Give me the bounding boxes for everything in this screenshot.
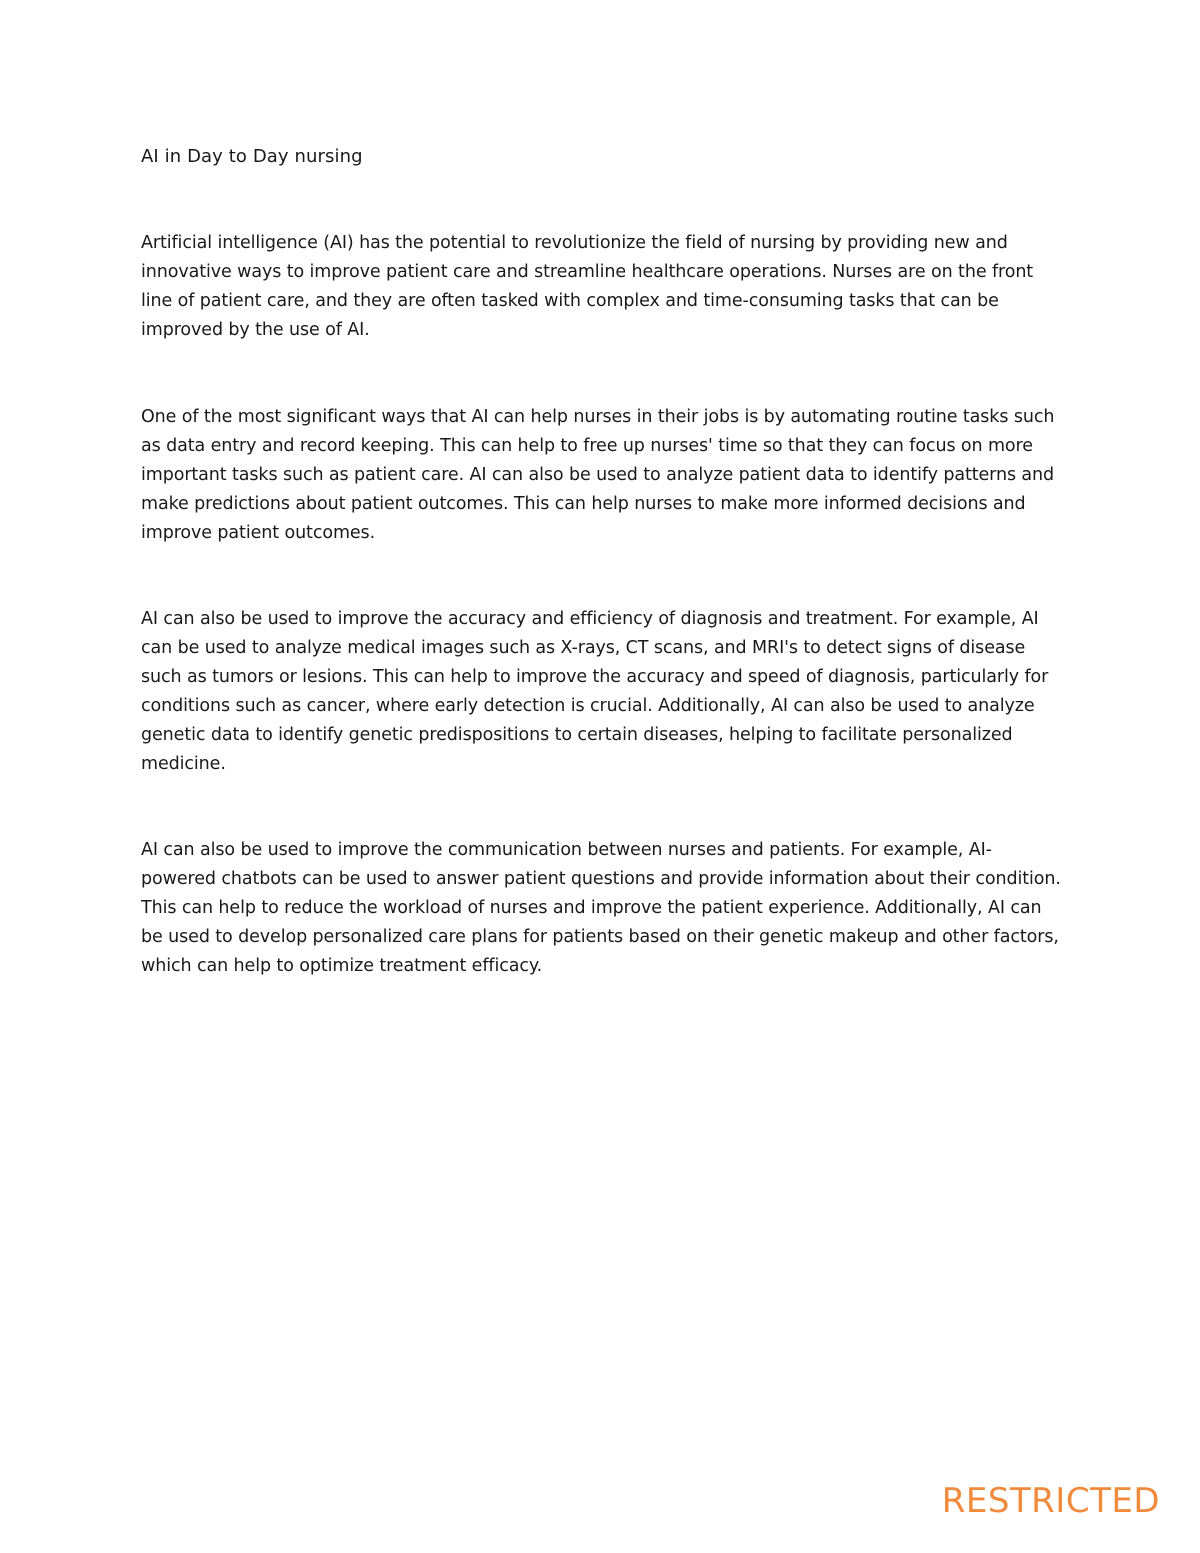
- classification-marking: RESTRICTED: [941, 1481, 1160, 1521]
- paragraph-2: One of the most significant ways that AI can help nurses in their jobs is by automating routine tasks such as data entry and record keeping. This can help to free up nurses' time so that they can focus on more important tasks such as patient care. AI can also be used to analyze patient data to identify patterns and make predictions about patient outcomes. This can help nurses to make more informed decisions and improve patient outcomes.: [141, 407, 1055, 543]
- document-title: AI in Day to Day nursing: [141, 146, 363, 167]
- paragraph-3: AI can also be used to improve the accuracy and efficiency of diagnosis and treatment. For example, AI can be used to analyze medical images such as X-rays, CT scans, and MRI's to detect signs of disease such as tumors or lesions. This can help to improve the accuracy and speed of diagnosis, particularly for conditions such as cancer, where early detection is crucial. Additionally, AI can also be used to analyze genetic data to identify genetic predispositions to certain diseases, helping to facilitate personalized medicine.: [141, 609, 1049, 774]
- paragraph-1: Artificial intelligence (AI) has the potential to revolutionize the field of nursing by providing new and innovative ways to improve patient care and streamline healthcare operations. Nurses are on the front line of patient care, and they are often tasked with complex and time-consuming tasks that can be improved by the use of AI.: [141, 233, 1034, 340]
- paragraph-4: AI can also be used to improve the communication between nurses and patients. For example, AI-powered chatbots can be used to answer patient questions and provide information about their condition. This can help to reduce the workload of nurses and improve the patient experience. Additionally, AI can be used to develop personalized care plans for patients based on their genetic makeup and other factors, which can help to optimize treatment efficacy.: [141, 840, 1061, 976]
